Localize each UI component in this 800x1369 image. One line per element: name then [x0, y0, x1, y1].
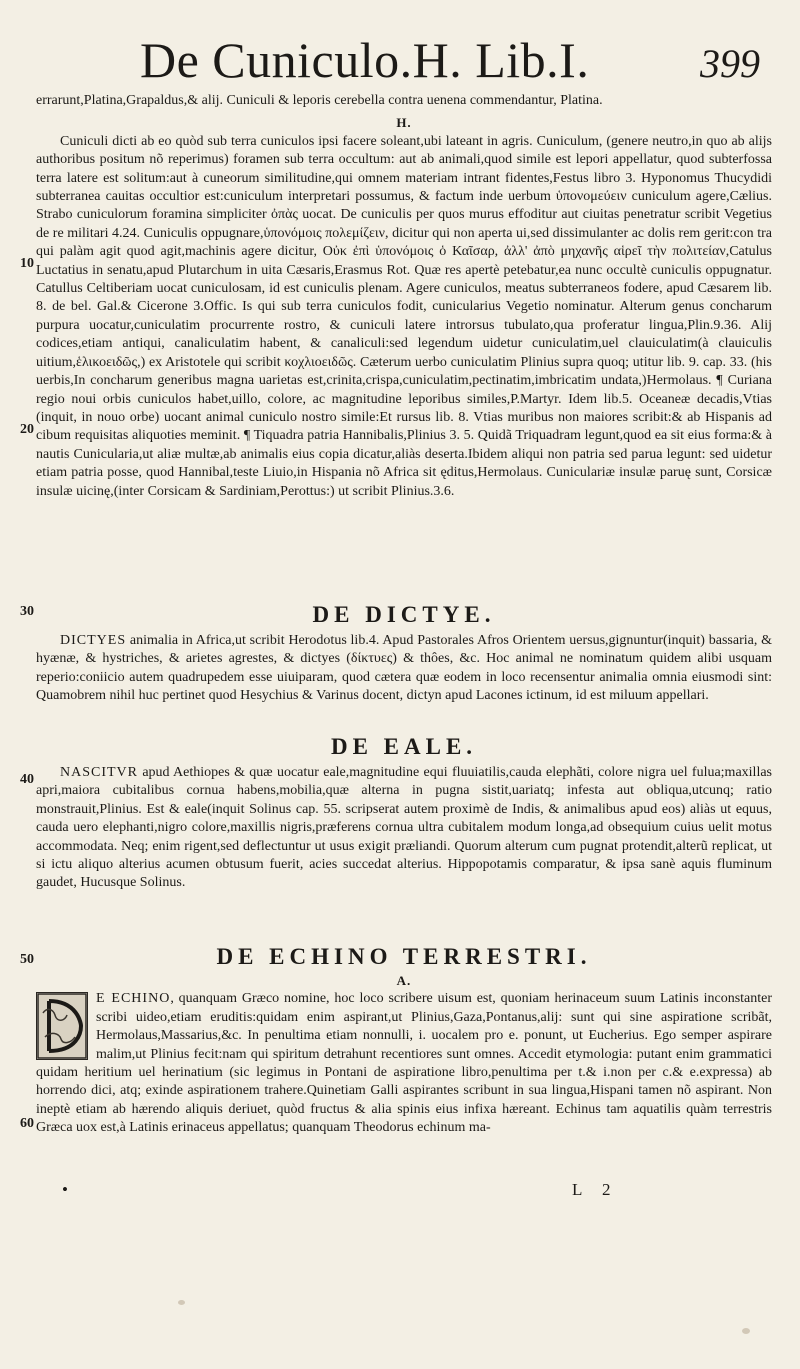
paper-stain — [178, 1300, 185, 1305]
paper-stain — [742, 1328, 750, 1334]
paragraph-dictye — [36, 632, 772, 706]
text-block-top — [36, 92, 772, 501]
ornamental-initial-icon — [37, 993, 87, 1059]
paragraph-echino-lead: E ECHINO — [96, 991, 171, 1007]
signature-mark-l2: L 2 — [572, 1180, 619, 1199]
section-dictye — [36, 600, 772, 706]
margin-line-number: 60 — [20, 1116, 34, 1131]
section-letter-h: H. — [396, 115, 412, 131]
margin-line-number: 50 — [20, 952, 34, 967]
margin-line-number: 10 — [20, 256, 34, 271]
paragraph-eale — [36, 764, 772, 893]
heading-de-echino-terrestri: DE ECHINO TERRESTRI. — [216, 944, 592, 969]
margin-line-number: 40 — [20, 772, 34, 787]
paragraph-h: Cuniculi dicti ab eo quòd sub terra cuniculos ipsi facere soleant,ubi lateant in agris. Cuniculum, (genere neutro,in quo ab alijs authoribus positum nõ reperimus) foramen sub terra occultum: aut ab animali,quod simile est lepori appellatur, quod subterfossa terra latere est solitum:aut à cuneorum similitudine,qui omnem materiam intrant fidentes,Festus libro 3. Hyponomus Thucydidi subterranea cauitas occultior est:cuniculum interpretari possumus, & factum inde uerbum ὑπονομεύειν cuniculum agere,Cælius. Strabo cuniculorum foramina simpliciter ὀπὰς uocat. De cuniculis per quos murus effoditur aut ciuitas penetratur scribit Vegetius de re militari 4.24. Cuniculis oppugnare,ὑπονόμοις πολεμίζειν, dicitur qui non aperta ui,sed dissimulanter ac dolis rem gerit:con tra qui palàm agit quod agit,machinis agere dicitur, Οὐκ ἐπὶ ὑπονόμοις ὁ Καῖσαρ, ἀλλ' ἀπὸ μηχανῆς αἱρεῖ τὴν πολιτείαν,Catulus Luctatius in senatu,apud Plutarchum in uita Cæsaris,Erasmus Rot. Quæ res apertè petebatur,ea nunc occultè cuniculis oppugnatur. Catullus Celtiberiam uocat cuniculosam, id est cuniculis plenam. Agere cuniculos, meatus subterraneos fodere, apud Cæsarem lib. 8. de bel. Gal.& Cicerone 3.Offic. Is qui sub terra cuniculos fodit, cunicularius Vegetio nominatur. Alterum genus concharum purpura uocatur,cuniculatim procurrente rostro, & cuniculi latere introrsus tubulato,qua proferatur lingua,Plin.9.36. Alij codices,etiam antiqui, canaliculatim habent, & canaliculi:sed legendum uidetur cuniculatim,uel clauiculatim(à clauiculis uitium,ἑλικοειδῶς,) ex Aristotele qui scribit κοχλιοειδῶς. Cæterum uerbo cuniculatim Plinius supra quoq; utitur lib. 9. cap. 33. (his uerbis,In concharum generibus magna uarietas est,crinita,crispa,cuniculatim,pectinatim,imbricatim undata,)Hermolaus. ¶ Curiana regio noui orbis cuniculos habet,uillo, colore, ac magnitudine leporibus similes,P.Martyr. Idem lib.5. Oceaneæ decadis,Vtias (inquit, in nouo orbe) uocant animal cuniculo nostro simile:Et rursus lib. 8. Vtias muribus non maiores scribit:& ab Hispanis ad cibum requisitas aliquoties meminit. ¶ Tiquadra patria Hannibalis,Plinius 3. 5. Quidã Triquadram legunt,quod ea sit eius forma:& à nautis Cunicularia,ut aliæ multæ,ab animalis eius copia dicatur,aliàs deserta.Ibidem aliqui non patria sed parua legunt: sed uidetur etiam patria posse, quod Hannibal,teste Liuio,in Hispania nõ Africa sit ęditus,Hermolaus. Cuniculariæ insulæ paruę sunt, Corsicæ insulæ uicinę,(inter Corsicam & Sardiniam,Perottus:) ut scribit Plinius.3.6. — [36, 133, 772, 499]
section-eale — [36, 732, 772, 893]
top-paragraph: errarunt,Platina,Grapaldus,& alij. Cuniculi & leporis cerebella contra uenena commendantur, Platina. — [36, 93, 603, 108]
paragraph-echino — [36, 990, 772, 1137]
paragraph-echino-text: , quanquam Græco nomine, hoc loco scribere uisum est, quoniam herinaceum suum Latinis inconstanter scribi uideo,etiam eruditis:quidam enim aspirant,ut Plinius,Gaza,Pontanus,alij: sunt qui sine aspiratione scribãt, Hermolaus,Massarius,&c. In penultima etiam nonnulli, i. uocalem pro e. ponunt, ut Eucherius. Ego semper aspirare malim,ut Plinius fecit:nam qui spiritum detrahunt recentiores sunt omnes. Accedit etymologia: putant enim grammatici quidam heritium uel herinatium (sic legimus in Pontani de aspiratione libro,penultima per t.& i.non per c.& e.expressa) ab horrendo dici, atq; exinde aspirationem trahere.Quinetiam Galli aspirantes scribunt in sua lingua,Hispani tamen nõ aspirant. Non ineptè etiam ab hærendo aliquis deriuet, quòd fructus & alia spinis eius infixa hæreant. Echinus tam aquatilis quàm terrestris Græca uox est,à Latinis erinaceus appellatus; quanquam Theodorus echinum ma- — [36, 991, 773, 1136]
paragraph-dictye-text: animalia in Africa,ut scribit Herodotus lib.4. Apud Pastorales Afros Orientem uersus,gignuntur(inquit) bassaria, & hyænæ, & hystriches, & arietes agrestes, & dictyes (δίκτυες) & thôes, &c. Hoc animal ne nominatum quidem alibi usquam reperio:coniicio autem quadrupedem esse uiuiparam, quod cætera quæ eodem in loco recensentur animalia omnia eiusmodi sint: Quamobrem nihil huc pertinet quod Hesychius & Varinus docent, dictyn apud Lacones ictinum, id est miluum appellari. — [36, 633, 772, 704]
page-number: 399 — [700, 41, 760, 86]
section-letter-a: A. — [396, 973, 412, 988]
heading-de-eale: DE EALE. — [330, 734, 478, 759]
section-echino — [36, 942, 772, 1138]
paragraph-dictye-lead: DICTYES — [60, 633, 127, 648]
running-head — [140, 30, 760, 90]
running-head-title: De Cuniculo.H. Lib.I. — [140, 32, 590, 88]
heading-de-dictye: DE DICTYE. — [312, 602, 496, 627]
paragraph-eale-lead: NASCITVR — [60, 765, 139, 780]
margin-line-number: 20 — [20, 422, 34, 437]
margin-line-number: 30 — [20, 604, 34, 619]
paragraph-eale-text: apud Aethiopes & quæ uocatur eale,magnitudine equi fluuiatilis,cauda elephãti, colore nigra uel fulua;maxillas apri,maiora cubitalibus cornua habens,mobilia,quæ alterna in pugna sistit,uariatq; infesta aut obliqua,utcunq; ratio monstrauit,Plinius. Est & eale(inquit Solinus cap. 55. scripserat autem proximè de Indis, & animalibus apud eos) aliàs ut equus, cauda uero elephanti,nigro colore,maxillis nigris,præferens cornua ultra cubitalem modum longa,ad obsequium cuius uelit motus accommodata. Neq; enim rigent,sed deflectuntur ut usus exigit præliandi. Quorum alterum cum pugnat protendit,alterũ replicat, ut si ictu aliquo alterius acumen obtusum fuerit, acies succedat alterius. Hippopotamis comparatur, & ipsa sanè aquis fluminum gaudet, Hucusque Solinus. — [36, 765, 772, 891]
signature-mark: • — [62, 1180, 68, 1199]
decorated-initial-image — [36, 992, 88, 1060]
